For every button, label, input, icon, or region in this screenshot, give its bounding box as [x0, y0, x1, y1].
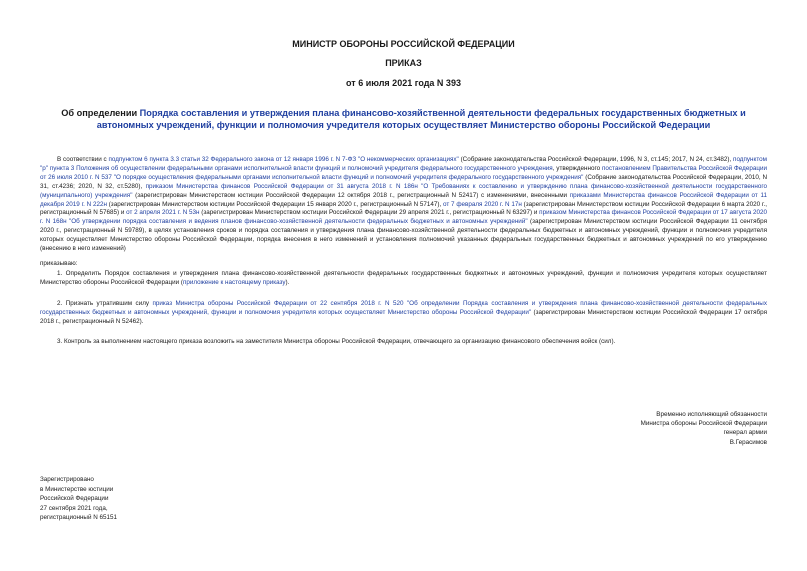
registration-block: [40, 475, 117, 523]
registration-date: 27 сентября 2021 года,: [40, 504, 108, 512]
order-item-1: [40, 270, 767, 288]
minfin-order-53n-link[interactable]: от 2 апреля 2021 г. N 53н: [126, 209, 200, 217]
signature-line-1: Временно исполняющий обязанности: [656, 411, 767, 418]
title-link[interactable]: Порядка составления и утверждения плана финансово-хозяйственной деятельности федеральных государственных бюджетных и автономных учреждений, функции и полномочия учредителя которых осуществляет Министерство обороны Российской Федерации: [96, 108, 746, 130]
preamble-text-1: В соответствии с: [57, 156, 109, 163]
registration-line-2: в Министерстве юстиции: [40, 485, 114, 493]
title-prefix: Об определении: [61, 108, 140, 118]
minfin-order-17n-link[interactable]: от 7 февраля 2020 г. N 17н: [443, 200, 522, 208]
registration-number: регистрационный N 65151: [40, 514, 118, 522]
signature-line-2: Министра обороны Российской Федерации: [640, 420, 767, 428]
preamble-paragraph: [40, 156, 767, 254]
preamble-text-3: , утвержденного: [552, 164, 602, 172]
government-decree-link[interactable]: постановлением Правительства Российской Федерации от 26 июля 2010 г. N 537 "О порядке осуществления федеральными органами исполнительной власти функций и полномочий учредителя федерального государственного учреждения": [40, 164, 767, 181]
ministry-header: МИНИСТР ОБОРОНЫ РОССИЙСКОЙ ФЕДЕРАЦИИ: [292, 39, 515, 49]
document-title: [40, 107, 767, 131]
document-type: ПРИКАЗ: [385, 58, 422, 68]
appendix-link[interactable]: приложение к настоящему приказу: [182, 278, 286, 286]
preamble-text-9: (зарегистрирован Министерством юстиции Российской Федерации 11 сентября 2020 г., регистрационный N 59789), в целях установления сроков и порядка составления и утверждения плана финансово-хозяйственной деятельности федеральных бюджетных и автономных учреждений, функции и полномочия учредителя которых осуществляет Министерство обороны Российской Федерации, порядка внесения в него изменений и установления полномочий указанных федеральных государственных бюджетных и автономных учреждений по его утверждению (внесению в него изменений): [40, 218, 767, 253]
order-item-3: 3. Контроль за выполнением настоящего приказа возложить на заместителя Министра обороны Российской Федерации, отвечающего за организацию финансового обеспечения войск (сил).: [57, 338, 616, 345]
repealed-order-link[interactable]: приказ Министра обороны Российской Федерации от 22 сентября 2018 г. N 520 "Об определении Порядка составления и утверждения плана финансово-хозяйственной деятельности федеральных государственных бюджетных и автономных учреждений, функции и полномочия учредителя которых осуществляет Министерство обороны Российской Федерации": [40, 300, 767, 316]
order-word: приказываю:: [40, 260, 78, 267]
minfin-order-222n-link[interactable]: приказами Министерства финансов Российской Федерации от 11 декабря 2019 г. N 222н: [40, 191, 768, 208]
signature-line-3: генерал армии: [723, 429, 767, 437]
document-date-number: от 6 июля 2021 года N 393: [346, 78, 461, 88]
item-2-text: 2. Признать утратившим силу: [57, 300, 153, 307]
signatory-name: В.Герасимов: [729, 438, 767, 446]
item-1-text: 1. Определить Порядок составления и утверждения плана финансово-хозяйственной деятельности федеральных государственных бюджетных и автономных учреждений, функции и полномочия учредителя которых осуществляет Министерство обороны Российской Федерации (: [40, 270, 767, 286]
item-1-end: ).: [285, 278, 290, 286]
preamble-text-6: (зарегистрирован Министерством юстиции Российской Федерации 15 января 2020 г., регистрационный N 57147),: [106, 200, 444, 208]
registration-line-3: Российской Федерации: [40, 495, 109, 503]
signature-block: [540, 410, 767, 447]
minfin-order-168n-link[interactable]: приказом Министерства финансов Российской Федерации от 17 августа 2020 г. N 168н "Об утверждении порядка составления и ведения планов финансово-хозяйственной деятельности федеральных бюджетных и автономных учреждений": [40, 209, 768, 226]
registration-line-1: Зарегистрировано: [40, 476, 94, 483]
preamble-text-4: (Собрание законодательства Российской Федерации, 2010, N 31, ст.4236; 2020, N 32, ст.5280),: [40, 173, 767, 190]
preamble-text-7: (зарегистрирован Министерством юстиции Российской Федерации 6 марта 2020 г., регистрационный N 57685) и: [40, 200, 767, 217]
item-2-end: (зарегистрирован Министерством юстиции Российской Федерации 17 октября 2018 г., регистрационный N 52462).: [40, 308, 767, 325]
preamble-text-8: (зарегистрирован Министерством юстиции Российской Федерации 29 апреля 2021 г., регистрационный N 63297) и: [199, 209, 540, 217]
preamble-text-5: (зарегистрирован Министерством юстиции Российской Федерации 12 октября 2018 г., регистрационный N 52417) с изменениями, внесенными: [132, 191, 570, 199]
law-link[interactable]: подпунктом 6 пункта 3.3 статьи 32 Федерального закона от 12 января 1996 г. N 7-ФЗ "О некоммерческих организациях": [108, 156, 459, 163]
regulation-link[interactable]: подпунктом "р" пункта 3 Положения об осуществлении федеральными органами исполнительной власти функций и полномочий учредителя федерального государственного учреждения: [40, 156, 767, 172]
minfin-order-186n-link[interactable]: приказом Министерства финансов Российской Федерации от 31 августа 2018 г. N 186н "О Требованиях к составлению и утверждению плана финансово-хозяйственной деятельности государственного (муниципального) учреждения": [40, 182, 767, 199]
preamble-text-2: (Собрание законодательства Российской Федерации, 1996, N 3, ст.145; 2017, N 24, ст.3482),: [458, 156, 734, 163]
order-item-2: [40, 300, 767, 327]
